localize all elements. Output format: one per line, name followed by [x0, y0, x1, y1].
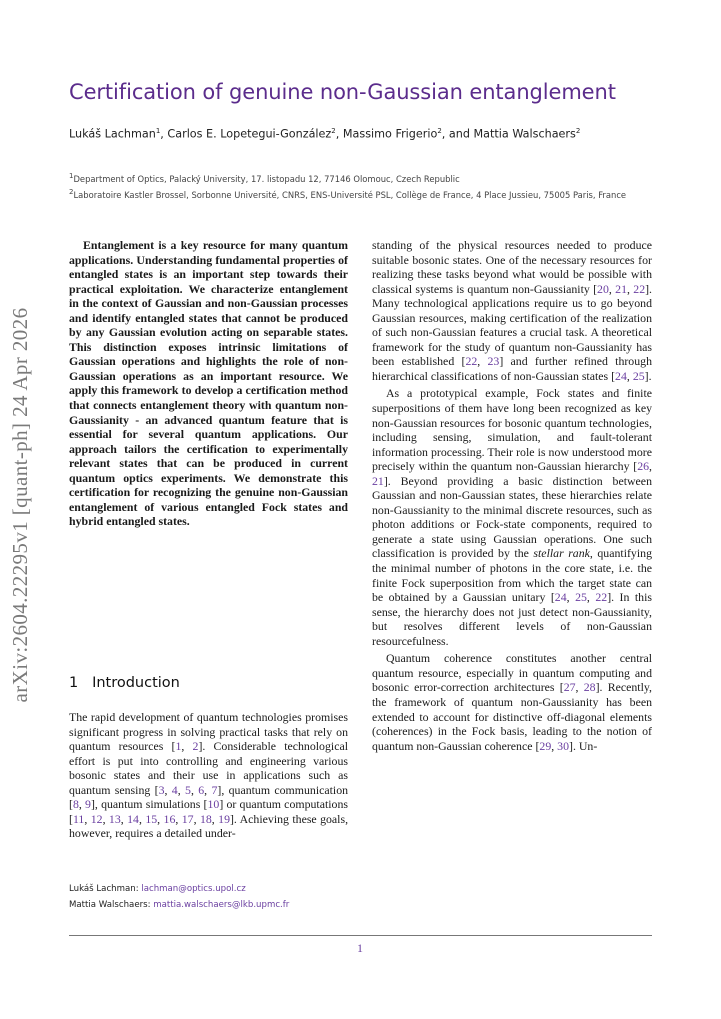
citation-link[interactable]: 22	[595, 590, 608, 605]
author-name: Lukáš Lachman	[69, 127, 156, 141]
abstract	[69, 238, 348, 529]
citation-link[interactable]: 21	[615, 281, 627, 296]
citation-link[interactable]: 5	[185, 782, 191, 797]
citation-link[interactable]: 1	[175, 739, 182, 754]
arxiv-stamp: arXiv:2604.22295v1 [quant-ph] 24 Apr 2026	[8, 307, 32, 703]
citation-link[interactable]: 10	[207, 797, 220, 812]
citation-link[interactable]: 19	[218, 811, 230, 826]
citation-link[interactable]: 24	[615, 368, 627, 383]
body-paragraph: standing of the physical resources needed to produce suitable bosonic states. One of the necessary resources for realizing these tasks beyond what would be possible with classical systems is quantum non-Gaussianity [20, 21, 22]. Many technological applications require us to go beyond Gaussian resources, making certification of the realization of such non-Gaussian features a crucial task. A theoretical framework for the study of quantum non-Gaussianity has been established [22, 23] and further refined through hierarchical classifications of non-Gaussian states [24, 25].	[372, 238, 653, 383]
citation-link[interactable]: 22	[633, 281, 646, 296]
page-number: 1	[357, 941, 363, 955]
affiliation-mark: 1	[155, 127, 161, 135]
affiliation-2: $^2$Laboratoire Kastler Brossel, Sorbonne Université, CNRS, ENS-Université PSL, Collège de France, 4 Place Jussieu, 75005 Paris, France	[69, 188, 627, 200]
body-paragraph: Quantum coherence constitutes another central quantum resource, especially in quantum computing and bosonic error-correction architectures [27, 28]. Recently, the framework of quantum non-Gaussianity has been extended to account for distinctive off-diagonal elements (coherences) in the Fock basis, leading to the notion of quantum non-Gaussian coherence [29, 30]. Un-	[372, 651, 652, 753]
author-name: Massimo Frigerio	[342, 127, 438, 141]
citation-link[interactable]: 23	[487, 354, 500, 369]
citation-link[interactable]: 25	[632, 368, 645, 383]
paper-title: Certification of genuine non-Gaussian entanglement	[69, 80, 616, 104]
citation-link[interactable]: 20	[597, 281, 609, 296]
affiliation-1: $^1$Department of Optics, Palacký University, 17. listopadu 12, 77146 Olomouc, Czech Republic	[69, 172, 460, 184]
right-column	[372, 238, 652, 753]
citation-link[interactable]: 8	[72, 797, 79, 812]
citation-link[interactable]: 29	[539, 738, 552, 753]
affiliation-mark: 2	[575, 127, 581, 135]
citation-link[interactable]: 12	[90, 811, 103, 826]
emphasis: stellar rank	[533, 546, 590, 561]
citation-link[interactable]: 11	[72, 811, 85, 826]
citation-link[interactable]: 18	[199, 811, 212, 826]
citation-link[interactable]: 17	[181, 811, 194, 826]
email-line: Lukáš Lachman: lachman@optics.upol.cz	[69, 884, 246, 894]
intro-paragraph	[69, 710, 348, 841]
citation-link[interactable]: 16	[163, 811, 176, 826]
author-name: Carlos E. Lopetegui-González	[167, 127, 332, 141]
citation-link[interactable]: 22	[465, 354, 478, 369]
author-list: Lukáš Lachman$^1$, Carlos E. Lopetegui-González$^2$, Massimo Frigerio$^2$, and Mattia Walschaers$^2$	[69, 127, 581, 141]
footnote-emails	[69, 881, 359, 913]
citation-link[interactable]: 3	[158, 782, 165, 797]
abstract-text: Entanglement is a key resource for many quantum applications. Understanding fundamental properties of entangled states is an important step towards their practical exploitation. We characterize entanglement in the context of Gaussian and non-Gaussian processes and identify entangled states that cannot be produced by any Gaussian evolution acting on separable states. This distinction exposes intrinsic limitations of Gaussian operations and highlights the role of non-Gaussian operations as an important resource. We apply this framework to develop a certification method that connects entanglement theory with quantum non-Gaussianity - an advanced quantum feature that is essential for several quantum applications. Our approach tailors the certification to experimentally relevant states that can be produced in current quantum optics experiments. We demonstrate this certification for recognizing the genuine non-Gaussian entanglement of various entangled Fock states and hybrid entangled states.	[69, 238, 348, 529]
citation-link[interactable]: 7	[211, 782, 218, 797]
body-paragraph: As a prototypical example, Fock states and finite superpositions of them have long been recognized as key non-Gaussian resources for bosonic quantum technologies, including sensing, simulation, and fault-tolerant information processing. Their role is now understood more precisely within the quantum non-Gaussian hierarchy [26, 21]. Beyond providing a basic distinction between Gaussian and non-Gaussian states, these hierarchies relate non-Gaussianity to the minimal discrete resources, such as photon additions or Fock-state components, required to generate a state using Gaussian operations. One such classification is provided by the stellar rank, quantifying the minimal number of photons in the core state, i.e. the finite Fock superposition from which the target state can be obtained by a Gaussian unitary [24, 25, 22]. In this sense, the hierarchy does not just detect non-Gaussianity, but resolves different levels of non-Gaussian resourcefulness.	[372, 386, 653, 648]
email-link[interactable]: mattia.walschaers@lkb.upmc.fr	[153, 900, 290, 910]
email-link[interactable]: lachman@optics.upol.cz	[141, 884, 246, 894]
citation-link[interactable]: 13	[108, 811, 121, 826]
author-name: Mattia Walschaers	[473, 127, 576, 141]
citation-link[interactable]: 2	[192, 739, 199, 754]
intro-text: The rapid development of quantum technologies promises significant progress in solving practical tasks that rely on quantum resources [1, 2]. Considerable technological effort is put into controlling and engineering various bosonic states and their use in applications such as quantum sensing [3, 4, 5, 6, 7], quantum communication [8, 9], quantum simulations [10] or quantum computations [11, 12, 13, 14, 15, 16, 17, 18, 19]. Achieving these goals, however, requires a detailed under-	[69, 710, 349, 841]
citation-link[interactable]: 27	[563, 680, 576, 695]
citation-link[interactable]: 30	[557, 738, 570, 753]
email-line: Mattia Walschaers: mattia.walschaers@lkb.upmc.fr	[69, 900, 290, 910]
citation-link[interactable]: 15	[145, 811, 158, 826]
section-heading: 1 Introduction	[69, 675, 180, 691]
citation-link[interactable]: 14	[127, 811, 139, 826]
citation-link[interactable]: 28	[583, 680, 596, 695]
citation-link[interactable]: 24	[554, 590, 567, 605]
citation-link[interactable]: 25	[575, 590, 587, 605]
footer-rule	[69, 935, 652, 936]
citation-link[interactable]: 26	[637, 459, 650, 474]
affiliation-mark: 2	[437, 127, 442, 135]
citation-link[interactable]: 6	[198, 782, 205, 797]
citation-link[interactable]: 4	[171, 782, 178, 797]
citation-link[interactable]: 9	[85, 797, 91, 812]
citation-link[interactable]: 21	[372, 473, 384, 488]
affiliation-mark: 2	[331, 127, 336, 135]
